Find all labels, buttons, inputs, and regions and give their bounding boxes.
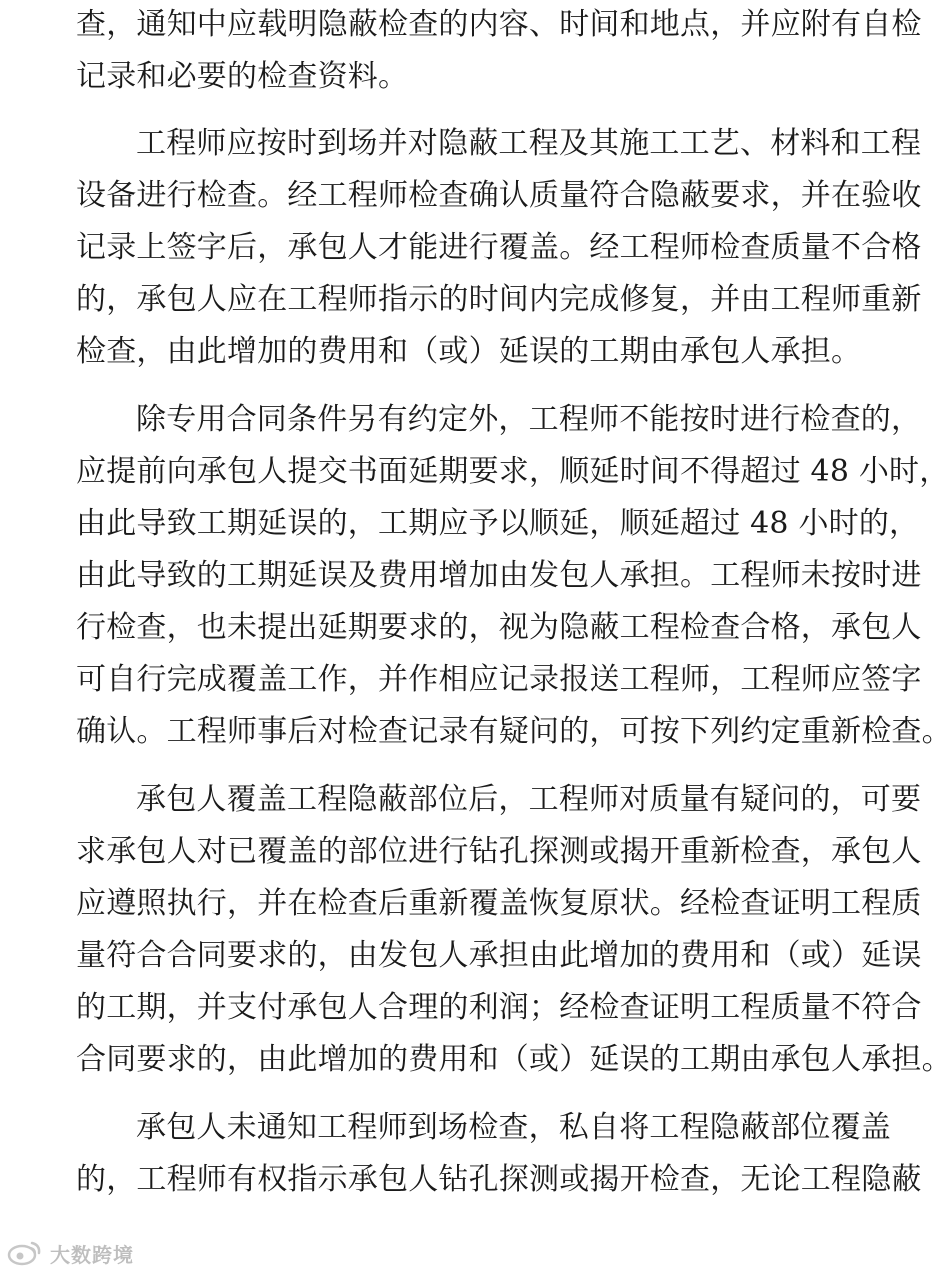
text-line-22: 的，工程师有权指示承包人钻孔探测或揭开检查，无论工程隐蔽 (76, 1162, 922, 1197)
text-line-20: 合同要求的，由此增加的费用和（或）延误的工期由承包人承担。 (76, 1042, 952, 1077)
watermark (6, 1238, 134, 1268)
text-line-4: 设备进行检查。经工程师检查确认质量符合隐蔽要求，并在验收 (76, 178, 922, 213)
weibo-logo-icon (6, 1240, 44, 1266)
text-line-6: 的，承包人应在工程师指示的时间内完成修复，并由工程师重新 (76, 282, 922, 317)
text-line-10: 由此导致工期延误的，工期应予以顺延，顺延超过 48 小时的， (76, 506, 920, 541)
text-line-11: 由此导致的工期延误及费用增加由发包人承担。工程师未按时进 (76, 558, 922, 593)
text-line-16: 求承包人对已覆盖的部位进行钻孔探测或揭开重新检查，承包人 (76, 834, 922, 869)
paragraph-start-line: 承包人覆盖工程隐蔽部位后，工程师对质量有疑问的，可要 (136, 782, 922, 817)
text-line-5: 记录上签字后，承包人才能进行覆盖。经工程师检查质量不合格 (76, 230, 922, 265)
text-line-7: 检查，由此增加的费用和（或）延误的工期由承包人承担。 (76, 334, 862, 369)
text-line-13: 可自行完成覆盖工作，并作相应记录报送工程师，工程师应签字 (76, 662, 922, 697)
text-line-17: 应遵照执行，并在检查后重新覆盖恢复原状。经检查证明工程质 (76, 886, 922, 921)
text-line-2: 记录和必要的检查资料。 (76, 59, 409, 94)
paragraph-start-line: 承包人未通知工程师到场检查，私自将工程隐蔽部位覆盖 (136, 1110, 891, 1145)
text-line-14: 确认。工程师事后对检查记录有疑问的，可按下列约定重新检查。 (76, 714, 952, 749)
paragraph-start-line: 除专用合同条件另有约定外，工程师不能按时进行检查的， (136, 402, 922, 437)
watermark-text: 大数跨境 (50, 1242, 134, 1267)
text-line-9: 应提前向承包人提交书面延期要求，顺延时间不得超过 48 小时， (76, 454, 950, 489)
text-line-1: 查，通知中应载明隐蔽检查的内容、时间和地点，并应附有自检 (76, 7, 922, 42)
paragraph-start-line: 工程师应按时到场并对隐蔽工程及其施工工艺、材料和工程 (136, 126, 922, 161)
text-line-12: 行检查，也未提出延期要求的，视为隐蔽工程检查合格，承包人 (76, 610, 922, 645)
text-line-18: 量符合合同要求的，由发包人承担由此增加的费用和（或）延误 (76, 938, 922, 973)
text-line-19: 的工期，并支付承包人合理的利润；经检查证明工程质量不符合 (76, 990, 922, 1025)
